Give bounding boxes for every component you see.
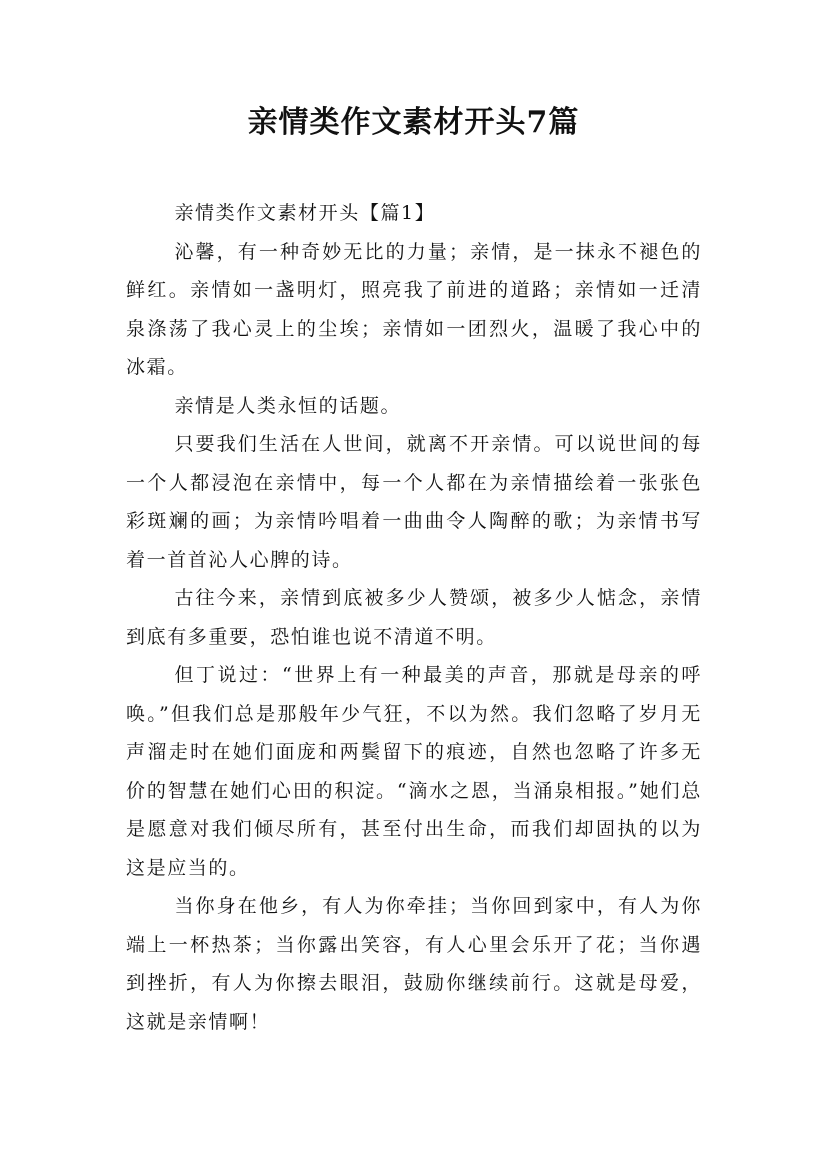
section-heading: 亲情类作文素材开头【篇1】 — [174, 202, 436, 224]
paragraph-1: 沁馨，有一种奇妙无比的力量；亲情，是一抹永不褪色的鲜红。亲情如一盏明灯，照亮我了前进的道路；亲情如一迁清泉涤荡了我心灵上的尘埃；亲情如一团烈火，温暖了我心中的冰霜。 — [126, 240, 702, 378]
paragraph-6: 当你身在他乡，有人为你牵挂；当你回到家中，有人为你端上一杯热茶；当你露出笑容，有人心里会乐开了花；当你遇到挫折，有人为你擦去眼泪，鼓励你继续前行。这就是母爱，这就是亲情啊！ — [126, 895, 702, 1033]
paragraph-2: 亲情是人类永恒的话题。 — [174, 394, 402, 417]
paragraph-3: 只要我们生活在人世间，就离不开亲情。可以说世间的每一个人都浸泡在亲情中，每一个人都在为亲情描绘着一张张色彩斑斓的画；为亲情吟唱着一曲曲令人陶醉的歌；为亲情书写着一首首沁人心脾的诗。 — [126, 433, 702, 571]
paragraph-5: 但丁说过：“世界上有一种最美的声音，那就是母亲的呼唤。”但我们总是那般年少气狂，不以为然。我们忽略了岁月无声溜走时在她们面庞和两鬓留下的痕迹，自然也忽略了许多无价的智慧在她们心田的积淀。“滴水之恩，当涌泉相报。”她们总是愿意对我们倾尽所有，甚至付出生命，而我们却固执的以为这是应当的。 — [126, 664, 702, 879]
document-title: 亲情类作文素材开头7篇 — [247, 105, 580, 140]
document-body — [126, 194, 702, 1041]
paragraph-4: 古往今来，亲情到底被多少人赞颂，被多少人惦念，亲情到底有多重要，恐怕谁也说不清道不明。 — [126, 587, 702, 648]
